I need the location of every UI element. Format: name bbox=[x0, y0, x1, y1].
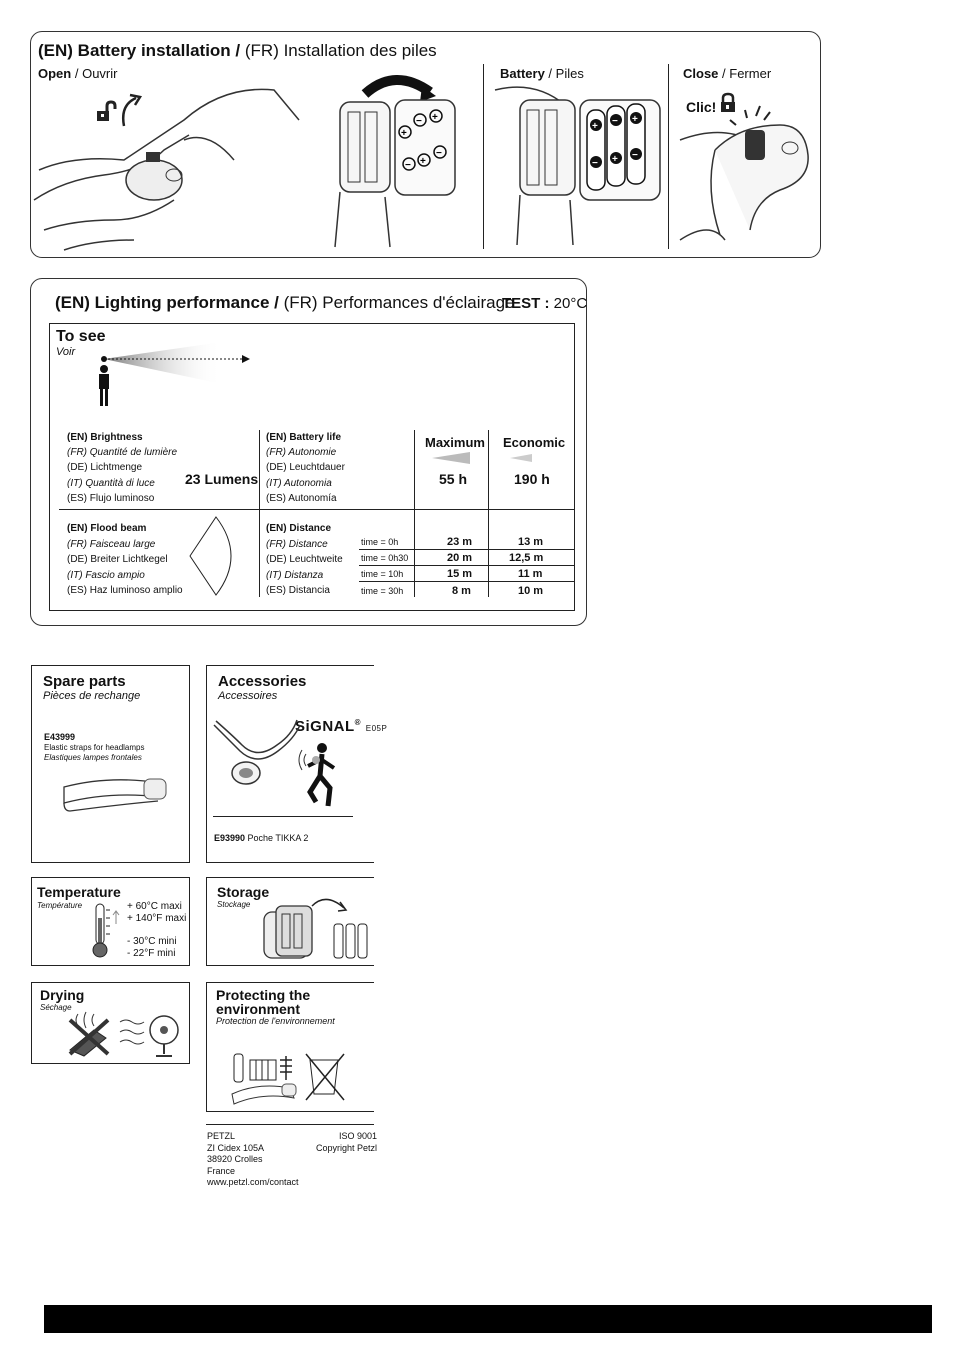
max-dist-1: 20 m bbox=[447, 552, 473, 564]
svg-text:−: − bbox=[632, 150, 638, 161]
temperature-title: Temperature bbox=[37, 884, 121, 900]
lumens-value: 23 Lumens bbox=[185, 471, 259, 487]
max-dist-3: 8 m bbox=[452, 585, 471, 597]
battery-divider-1 bbox=[483, 64, 484, 249]
temp-max-f: + 140°F maxi bbox=[127, 913, 187, 924]
runner-signal-illustration bbox=[296, 740, 344, 812]
spare-desc-fr: Elastiques lampes frontales bbox=[44, 753, 142, 762]
table-vline-2 bbox=[414, 430, 415, 597]
table-hline-mid bbox=[59, 509, 574, 510]
svg-text:+: + bbox=[592, 121, 598, 132]
flood-labels: (EN) Flood beam (FR) Faisceau large (DE) Breiter Lichtkegel (IT) Fascio ampio (ES) Haz luminoso amplio bbox=[67, 523, 183, 596]
svg-text:−: − bbox=[405, 160, 411, 171]
flood-beam-icon bbox=[188, 514, 248, 598]
economic-header: Economic bbox=[503, 435, 566, 450]
svg-text:−: − bbox=[416, 116, 422, 127]
max-beam-icon bbox=[432, 451, 472, 465]
accessories-title: Accessories bbox=[218, 673, 307, 690]
storage-illustration bbox=[262, 892, 372, 962]
dist-row-line-1 bbox=[359, 549, 574, 550]
spare-title: Spare parts bbox=[43, 673, 126, 690]
iso-label: ISO 9001 bbox=[339, 1131, 378, 1141]
poche-ref: E93990 Poche TIKKA 2 bbox=[214, 833, 309, 843]
copyright-label: Copyright Petzl bbox=[316, 1143, 378, 1153]
max-dist-0: 23 m bbox=[447, 536, 473, 548]
battery-label: Battery / Piles bbox=[500, 66, 584, 81]
table-vline-1 bbox=[259, 430, 260, 597]
eco-dist-1: 12,5 m bbox=[509, 552, 544, 564]
lighting-title: (EN) Lighting performance / (FR) Performances d'éclairage bbox=[55, 293, 515, 312]
drying-title: Drying bbox=[40, 987, 85, 1003]
drying-subtitle: Séchage bbox=[40, 1003, 72, 1012]
address-block: PETZL ZI Cidex 105A 38920 Crolles France www.petzl.com/contact bbox=[207, 1131, 299, 1187]
no-heat-dry-icon bbox=[60, 1010, 120, 1058]
close-label: Close / Fermer bbox=[683, 66, 772, 81]
svg-text:+: + bbox=[401, 128, 407, 139]
battery-life-labels: (EN) Battery life (FR) Autonomie (DE) Leuchtdauer (IT) Autonomia (ES) Autonomía bbox=[266, 432, 345, 504]
svg-text:+: + bbox=[432, 112, 438, 123]
address-divider bbox=[206, 1124, 374, 1125]
temp-max-c: + 60°C maxi bbox=[127, 901, 182, 912]
dist-row-line-2 bbox=[359, 565, 574, 566]
spare-subtitle: Pièces de rechange bbox=[43, 690, 141, 702]
person-beam-illustration bbox=[92, 340, 262, 410]
env-title-2: environment bbox=[216, 1001, 301, 1017]
thermometer-icon bbox=[88, 902, 122, 960]
eco-beam-icon bbox=[510, 453, 540, 463]
compartment-open-illustration bbox=[310, 72, 480, 252]
time-0h: time = 0h bbox=[361, 537, 399, 547]
accessories-subtitle: Accessoires bbox=[218, 690, 278, 702]
elastic-strap-illustration bbox=[60, 775, 172, 815]
env-subtitle: Protection de l'environnement bbox=[216, 1016, 335, 1026]
rotate-arrow-icon bbox=[118, 93, 148, 128]
temp-min-c: - 30°C mini bbox=[127, 936, 177, 947]
open-label: Open / Ouvrir bbox=[38, 66, 118, 81]
footer-bar bbox=[44, 1305, 932, 1333]
headlamp-accessory-illustration bbox=[212, 715, 302, 790]
spare-ref: E43999 bbox=[44, 732, 76, 742]
eco-hours: 190 h bbox=[514, 471, 550, 487]
table-vline-3 bbox=[488, 430, 489, 597]
recycling-illustration bbox=[228, 1050, 352, 1108]
storage-title: Storage bbox=[217, 884, 270, 900]
svg-text:−: − bbox=[612, 116, 618, 127]
env-title-1: Protecting the bbox=[216, 987, 311, 1003]
eco-dist-2: 11 m bbox=[518, 568, 543, 580]
brightness-labels: (EN) Brightness (FR) Quantité de lumière (DE) Lichtmenge (IT) Quantità di luce (ES) Flujo luminoso bbox=[67, 432, 178, 504]
svg-text:+: + bbox=[632, 114, 638, 125]
voir-label: Voir bbox=[56, 346, 76, 358]
test-temperature: TEST : 20°C bbox=[502, 295, 588, 312]
svg-text:+: + bbox=[420, 156, 426, 167]
max-dist-2: 15 m bbox=[447, 568, 473, 580]
battery-divider-2 bbox=[668, 64, 669, 249]
accessories-divider bbox=[213, 816, 353, 817]
headlamp-close-illustration bbox=[680, 100, 820, 250]
dist-row-line-3 bbox=[359, 581, 574, 582]
fan-dry-icon bbox=[118, 1010, 182, 1060]
eco-dist-0: 13 m bbox=[518, 536, 544, 548]
signal-logo: SiGNAL® E05P bbox=[295, 718, 388, 735]
max-hours: 55 h bbox=[439, 471, 468, 487]
storage-subtitle: Stockage bbox=[217, 900, 251, 909]
hand-open-illustration bbox=[34, 80, 304, 255]
svg-text:−: − bbox=[436, 148, 442, 159]
time-0h30: time = 0h30 bbox=[361, 553, 409, 563]
svg-text:−: − bbox=[592, 158, 598, 169]
eco-dist-3: 10 m bbox=[518, 585, 544, 597]
time-10h: time = 10h bbox=[361, 569, 404, 579]
battery-title: (EN) Battery installation / (FR) Installation des piles bbox=[38, 41, 437, 60]
maximum-header: Maximum bbox=[425, 435, 485, 450]
to-see-label: To see bbox=[56, 328, 106, 345]
spare-desc-en: Elastic straps for headlamps bbox=[44, 743, 145, 752]
clic-label: Clic! bbox=[686, 99, 717, 115]
time-30h: time = 30h bbox=[361, 586, 404, 596]
batteries-inserted-illustration bbox=[495, 80, 665, 250]
temperature-subtitle: Température bbox=[37, 901, 83, 910]
unlock-icon bbox=[95, 101, 117, 123]
svg-text:+: + bbox=[612, 154, 618, 165]
distance-labels: (EN) Distance (FR) Distance (DE) Leuchtweite (IT) Distanza (ES) Distancia bbox=[266, 523, 343, 596]
temp-min-f: - 22°F mini bbox=[127, 948, 176, 959]
